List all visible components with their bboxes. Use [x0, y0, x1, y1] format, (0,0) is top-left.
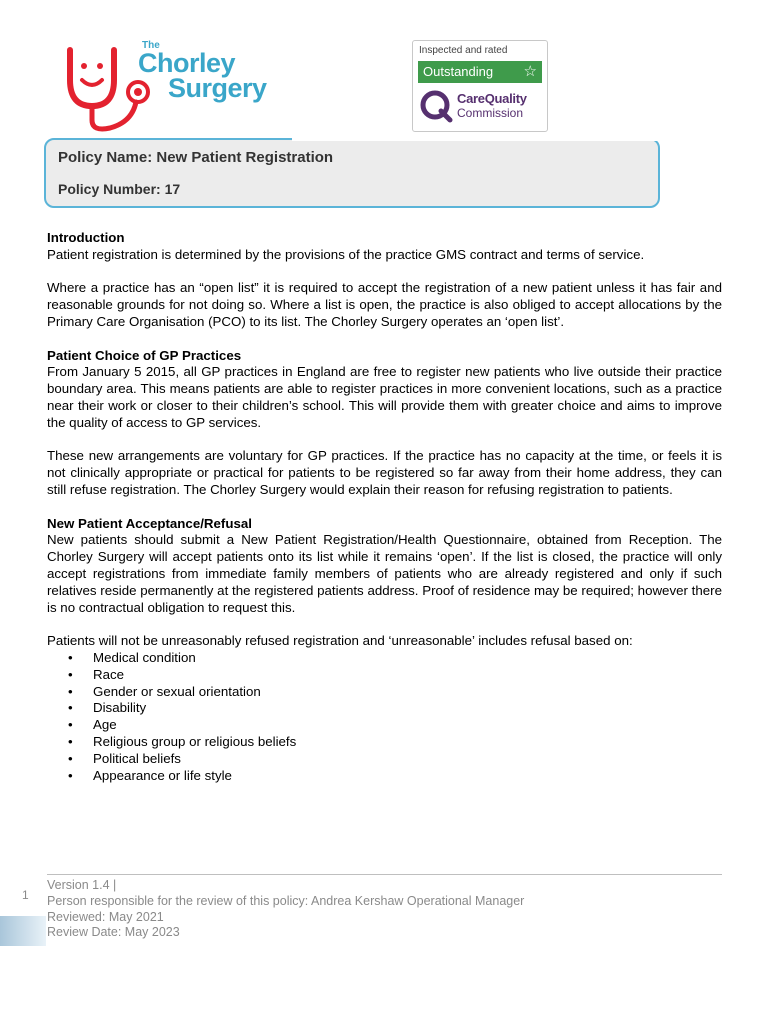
page-corner-decoration	[0, 916, 46, 946]
list-item: • Medical condition	[68, 649, 196, 665]
bullet-icon: •	[68, 649, 73, 665]
chorley-surgery-logo	[62, 38, 302, 134]
cqc-name-line1: CareQuality	[457, 91, 527, 106]
cqc-inspected-label: Inspected and rated	[419, 45, 508, 56]
intro-paragraph-1: Patient registration is determined by the provisions of the practice GMS contract and terms of service.	[47, 246, 645, 262]
bullet-icon: •	[68, 717, 73, 733]
acceptance-heading: New Patient Acceptance/Refusal	[47, 515, 252, 531]
choice-paragraph-2: These new arrangements are voluntary for GP practices. If the practice has no capacity at the time, or feels it is not clinically appropriate or practical for patients to be registered so far away from their home address, they can still refuse registration. The Chorley Surgery would explain their reason for refusing registration to patients.	[47, 448, 722, 497]
footer-version: Version 1.4 |	[47, 878, 117, 892]
list-item: • Political beliefs	[68, 750, 181, 766]
footer-responsible: Person responsible for the review of this policy: Andrea Kershaw Operational Manager	[47, 893, 525, 908]
logo-surgery-text: Surgery	[168, 73, 267, 103]
bullet-icon: •	[68, 750, 73, 766]
intro-heading: Introduction	[47, 230, 125, 245]
cqc-rating-badge	[412, 40, 548, 132]
choice-heading: Patient Choice of GP Practices	[47, 347, 242, 363]
list-item: • Appearance or life style	[68, 767, 232, 783]
policy-name: Policy Name: New Patient Registration	[58, 149, 334, 166]
logo-chorley-text: Chorley	[138, 48, 236, 78]
policy-header-box	[44, 138, 660, 208]
cqc-rating-label: Outstanding	[423, 64, 494, 79]
star-icon: ☆	[523, 63, 537, 80]
acceptance-paragraph-1: New patients should submit a New Patient Registration/Health Questionnaire, obtained from Reception. The Chorley Surgery will accept patients onto its list while it remains ‘open’. If the list is closed, the practice will only accept registrations from immediate family members of patients who are already registered and only if such relatives reside permanently at the registered patients address. Proof of residence may be required; however there is no contractual obligation to request this.	[47, 532, 722, 615]
footer-divider	[47, 874, 722, 875]
choice-paragraph-1: From January 5 2015, all GP practices in England are free to register new patients who live outside their practice boundary area. This means patients are able to register practices in more convenient locations, such as a practice near their work or closer to their children’s school. This will provide them with greater choice and aims to improve the quality of access to GP services.	[47, 364, 722, 430]
cqc-rating-bar	[418, 61, 542, 83]
list-item: • Disability	[68, 700, 147, 716]
list-item: • Religious group or religious beliefs	[68, 733, 297, 749]
logo-the-text: The	[142, 40, 160, 51]
policy-body	[47, 230, 722, 784]
list-item: • Race	[68, 666, 125, 682]
page-number: 1	[22, 888, 29, 902]
intro-paragraph-2: Where a practice has an “open list” it is required to accept the registration of a new patient unless it has fair and reasonable grounds for not doing so. Where a list is open, the practice is also obliged to accept allocations by the Primary Care Organisation (PCO) to its list. The Chorley Surgery operates an ‘open list’.	[47, 280, 722, 329]
bullet-icon: •	[68, 767, 73, 783]
bullet-icon: •	[68, 666, 73, 682]
bullet-icon: •	[68, 683, 73, 699]
refusal-criteria-list	[47, 650, 722, 784]
list-item: • Gender or sexual orientation	[68, 683, 261, 699]
footer-review-date: Review Date: May 2023	[47, 925, 180, 940]
list-item: • Age	[68, 717, 117, 733]
acceptance-paragraph-2: Patients will not be unreasonably refused registration and ‘unreasonable’ includes refusal based on:	[47, 633, 633, 649]
policy-box-top-gap	[292, 136, 668, 141]
footer	[47, 878, 524, 941]
footer-reviewed: Reviewed: May 2021	[47, 909, 164, 924]
cqc-q-logo-icon	[419, 89, 453, 123]
bullet-icon: •	[68, 700, 73, 716]
cqc-name-line2: Commission	[457, 106, 524, 120]
policy-number: Policy Number: 17	[58, 181, 181, 197]
bullet-icon: •	[68, 733, 73, 749]
